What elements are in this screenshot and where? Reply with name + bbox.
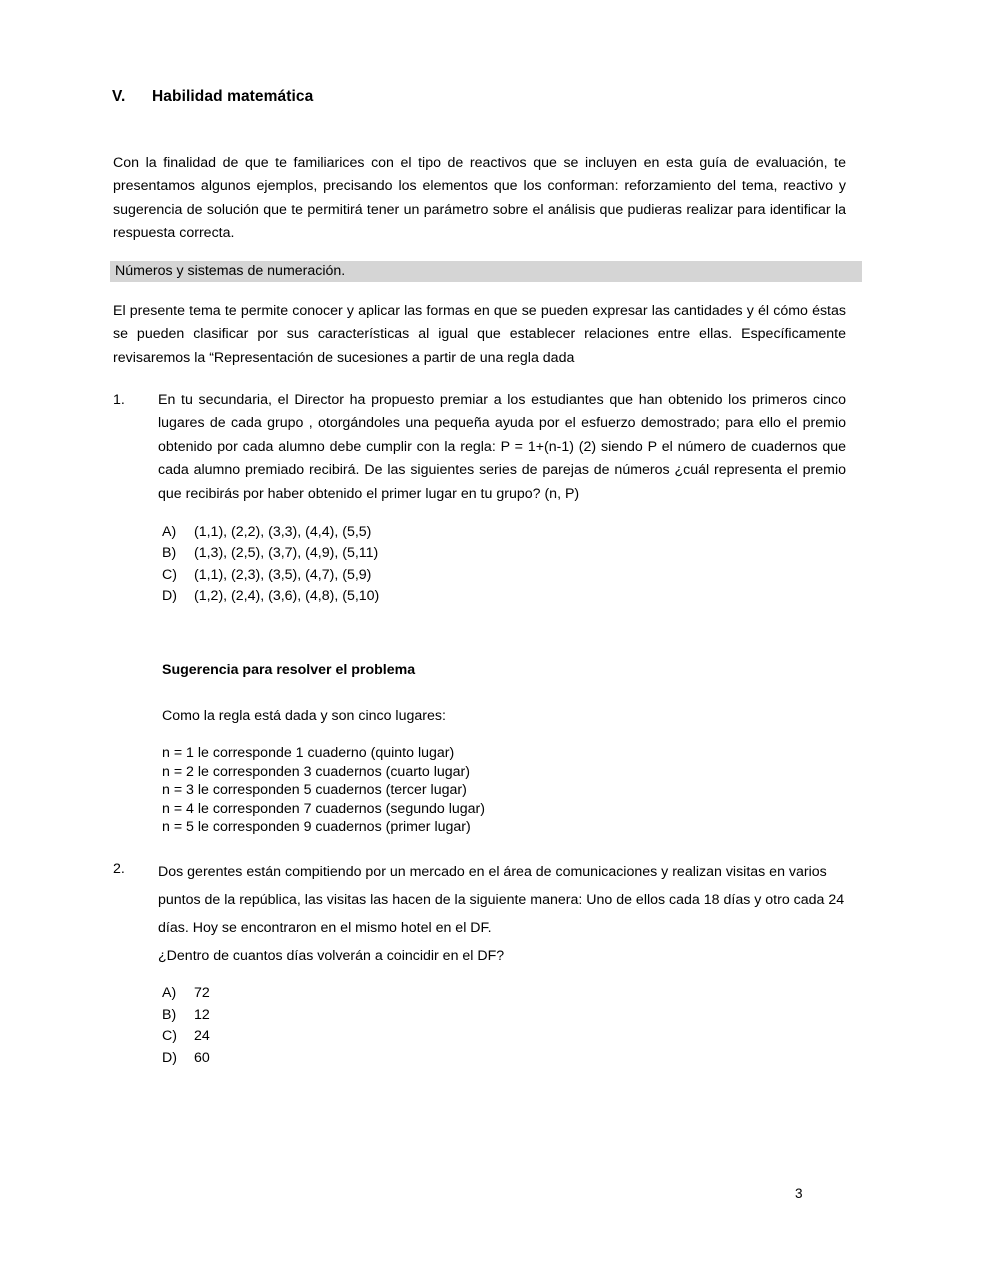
question-2-text: Dos gerentes están compitiendo por un mercado en el área de comunicaciones y realizan visitas en varios puntos de la república, las visitas las hacen de la siguiente manera: Uno de ellos cada 18 días y otro cada 24 días. Hoy se encontraron en el mismo hotel en el DF. bbox=[158, 864, 845, 936]
topic-heading-bar bbox=[110, 261, 862, 282]
option-letter: D) bbox=[162, 587, 177, 604]
option-letter: D) bbox=[162, 1049, 177, 1066]
question-2-subquestion: ¿Dentro de cuantos días volverán a coincidir en el DF? bbox=[158, 948, 505, 964]
question-1-number: 1. bbox=[113, 392, 125, 408]
option-text: (1,1), (2,3), (3,5), (4,7), (5,9) bbox=[194, 566, 372, 583]
option-text: (1,3), (2,5), (3,7), (4,9), (5,11) bbox=[194, 545, 379, 562]
option-row[interactable] bbox=[162, 1048, 210, 1070]
option-letter: C) bbox=[162, 1028, 177, 1044]
suggestion-line: n = 5 le corresponden 9 cuadernos (primer lugar) bbox=[162, 819, 471, 835]
page-title bbox=[112, 88, 313, 106]
suggestion-line: n = 3 le corresponden 5 cuadernos (tercer lugar) bbox=[162, 782, 467, 798]
option-text: (1,1), (2,2), (3,3), (4,4), (5,5) bbox=[194, 524, 372, 540]
option-letter: B) bbox=[162, 1006, 177, 1023]
option-row[interactable] bbox=[162, 543, 379, 564]
option-letter: B) bbox=[162, 545, 177, 562]
suggestion-intro: Como la regla está dada y son cinco lugares: bbox=[162, 708, 446, 724]
suggestion-lines bbox=[162, 744, 852, 837]
suggestion-line: n = 1 le corresponde 1 cuaderno (quinto lugar) bbox=[162, 745, 455, 761]
topic-paragraph: El presente tema te permite conocer y aplicar las formas en que se pueden expresar las cantidades y él cómo éstas se pueden clasificar por sus características al igual que establecer relaciones entre ellas. Específicamente revisaremos la “Representación de sucesiones a partir de una regla dada bbox=[113, 303, 846, 366]
question-2 bbox=[113, 858, 846, 942]
suggestion-line: n = 4 le corresponden 7 cuadernos (segundo lugar) bbox=[162, 800, 485, 817]
option-row[interactable] bbox=[162, 522, 379, 543]
option-letter: C) bbox=[162, 566, 177, 583]
question-2-number: 2. bbox=[113, 861, 125, 877]
question-1-options bbox=[162, 522, 379, 607]
option-text: 12 bbox=[194, 1006, 210, 1023]
suggestion-heading: Sugerencia para resolver el problema bbox=[162, 662, 416, 678]
option-letter: A) bbox=[162, 985, 177, 1001]
section-title-text: Habilidad matemática bbox=[152, 88, 314, 105]
option-text: 60 bbox=[194, 1049, 210, 1066]
option-row[interactable] bbox=[162, 1005, 210, 1027]
question-1-text: En tu secundaria, el Director ha propuesto premiar a los estudiantes que han obtenido los primeros cinco lugares de cada grupo , otorgándoles una pequeña ayuda por el esfuerzo demostrado; para ello el premio obtenido por cada alumno debe cumplir con la regla: P = 1+(n-1) (2) siendo P el número de cuadernos que cada alumno premiado recibirá. De las siguientes series de parejas de números ¿cuál representa el premio que recibirás por haber obtenido el primer lugar en tu grupo? (n, P) bbox=[158, 392, 846, 502]
option-text: 72 bbox=[194, 985, 210, 1001]
suggestion-line: n = 2 le corresponden 3 cuadernos (cuarto lugar) bbox=[162, 763, 470, 780]
option-text: 24 bbox=[194, 1028, 210, 1044]
option-row[interactable] bbox=[162, 983, 210, 1005]
section-numeral: V. bbox=[112, 88, 126, 105]
option-row[interactable] bbox=[162, 565, 379, 586]
suggestion-block bbox=[162, 660, 852, 837]
question-2-options bbox=[162, 983, 210, 1069]
topic-heading-text: Números y sistemas de numeración. bbox=[115, 263, 346, 279]
option-letter: A) bbox=[162, 524, 177, 540]
page-number: 3 bbox=[795, 1186, 803, 1201]
question-1 bbox=[113, 389, 846, 506]
option-row[interactable] bbox=[162, 586, 379, 607]
option-row[interactable] bbox=[162, 1026, 210, 1048]
option-text: (1,2), (2,4), (3,6), (4,8), (5,10) bbox=[194, 587, 380, 604]
intro-paragraph: Con la finalidad de que te familiarices con el tipo de reactivos que se incluyen en esta guía de evaluación, te presentamos algunos ejemplos, precisando los elementos que los conforman: reforzamiento del tema, reactivo y sugerencia de solución que te permitirá tener un parámetro sobre el análisis que pudieras realizar para identificar la respuesta correcta. bbox=[113, 155, 846, 242]
